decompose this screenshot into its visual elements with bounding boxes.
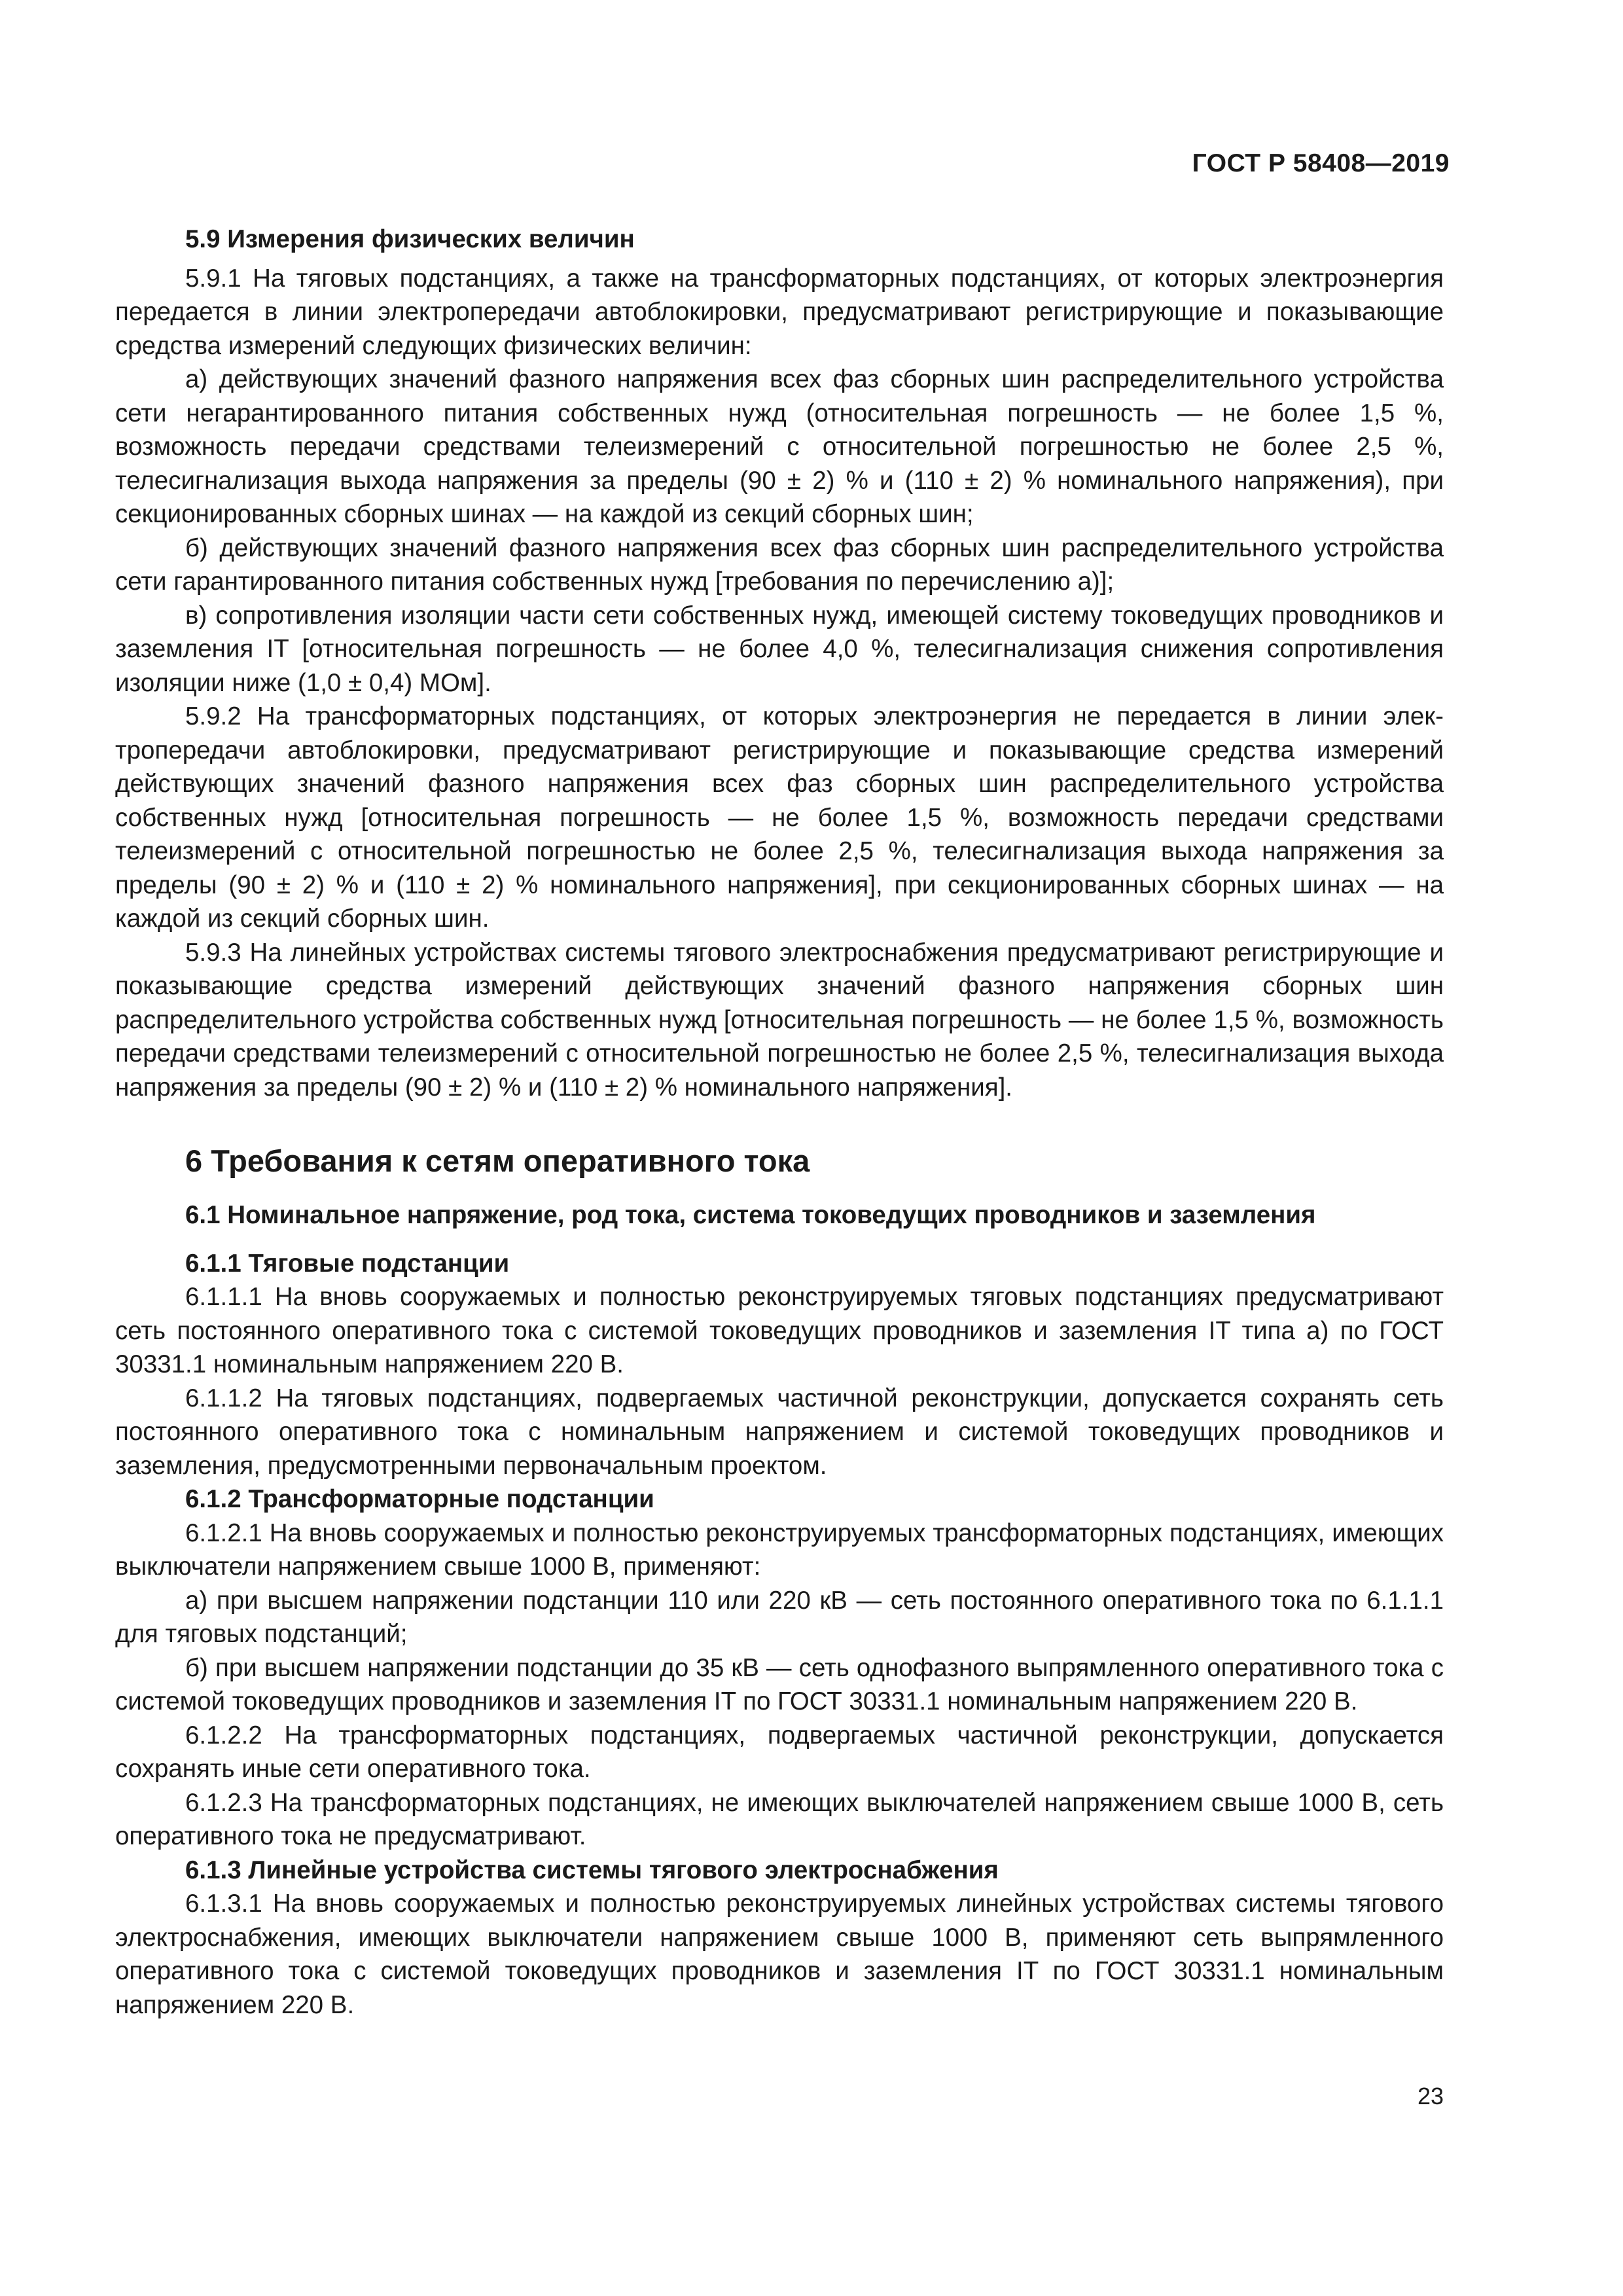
page-number: 23 xyxy=(1417,2083,1444,2109)
paragraph-6-1-1-2: 6.1.1.2 На тяговых подстанциях, подвергаемых частичной реконструкции, допускается сохранять сеть постоянного оперативного тока с номинальным напряжением и системой токоведущих проводников и заземления, предусмотренными первоначальным проектом. xyxy=(115,1384,1444,1480)
page-content xyxy=(115,223,1444,2022)
section-6-heading: 6 Требования к сетям оперативного тока xyxy=(185,1143,810,1178)
paragraph-5-9-1: 5.9.1 На тяговых подстанциях, а также на трансформаторных подстанциях, от которых электроэнергия передается в линии электропередачи автоблокировки, предусматривают регистрирующие и показывающие средства измерений следующих физических величин: xyxy=(115,264,1444,360)
standard-code: ГОСТ Р 58408—2019 xyxy=(1192,149,1450,177)
section-6-1-3-heading: 6.1.3 Линейные устройства системы тягового электроснабжения xyxy=(185,1856,999,1884)
section-5-9-heading: 5.9 Измерения физических величин xyxy=(185,225,635,253)
section-6-1-1-heading: 6.1.1 Тяговые подстанции xyxy=(185,1249,510,1278)
section-6-1-2-heading: 6.1.2 Трансформаторные подстанции xyxy=(185,1485,654,1513)
paragraph-5-9-3: 5.9.3 На линейных устройствах системы тягового электроснабжения предусматривают регистрирующие и показывающие средства измерений действующих значений фазного напряжения сборных шин распределительного устройства собственных нужд [относительная погрешность — не более 1,5 %, возможность передачи средствами телеизмерений с относительной погрешностью не более 2,5 %, телесигнализация выхода напряжения за пределы (90 ± 2) % и (110 ± 2) % номинального напряжения]. xyxy=(115,938,1444,1102)
paragraph-6-1-2-2: 6.1.2.2 На трансформаторных подстанциях, подвергаемых частичной реконструкции, допускается сохранять иные сети оперативного тока. xyxy=(115,1721,1444,1783)
paragraph-6-1-2-1: 6.1.2.1 На вновь сооружаемых и полностью реконструируемых трансформаторных подстанциях, имеющих выключатели напряжением свыше 1000 В, применяют: xyxy=(115,1518,1444,1581)
list-item-v: в) сопротивления изоляции части сети собственных нужд, имеющей систему токоведущих проводников и заземления IT [относительная погрешность — не более 4,0 %, телесигнализация снижения сопротивления изоляции ниже (1,0 ± 0,4) МОм]. xyxy=(115,601,1444,697)
paragraph-6-1-3-1: 6.1.3.1 На вновь сооружаемых и полностью реконструируемых линейных устройствах системы тягового электроснабжения, имеющих выключатели напряжением свыше 1000 В, применяют сеть выпрямленного оперативного тока с системой токоведущих проводников и заземления IT по ГОСТ 30331.1 номинальным напряжением 220 В. xyxy=(115,1890,1444,2019)
list-item-a: а) действующих значений фазного напряжения всех фаз сборных шин распределительного устройства сети негарантированного питания собственных нужд (относительная погрешность — не более 1,5 %, возможность передачи средствами телеизмерений с относительной погрешностью не более 2,5 %, телесигнализация выхода напряжения за пределы (90 ± 2) % и (110 ± 2) % номинального напряжения), при секционированных сборных шинах — на каждой из секций сборных шин; xyxy=(115,365,1444,528)
paragraph-6-1-1-1: 6.1.1.1 На вновь сооружаемых и полностью реконструируемых тяговых подстанциях предусматривают сеть постоянного оперативного тока с системой токоведущих проводников и заземления IT типа а) по ГОСТ 30331.1 номинальным напряжением 220 В. xyxy=(115,1283,1444,1378)
section-6-1-heading: 6.1 Номинальное напряжение, род тока, система токоведущих проводников и заземления xyxy=(185,1201,1316,1229)
paragraph-5-9-2: 5.9.2 На трансформаторных подстанциях, от которых электроэнергия не передается в линии электропередачи автоблокировки, предусматривают регистрирующие и показывающие средства измерений действующих значений фазного напряжения всех фаз сборных шин распределительного устройства собственных нужд [относительная погрешность — не более 1,5 %, возможность передачи средствами телеизмерений с относительной погрешностью не более 2,5 %, телесигнализация выхода напряжения за пределы (90 ± 2) % и (110 ± 2) % номинального напряжения], при секционированных сборных шинах — на каждой из секций сборных шин. xyxy=(115,702,1444,933)
list-item-a-6: а) при высшем напряжении подстанции 110 или 220 кВ — сеть постоянного оперативного тока по 6.1.1.1 для тяговых подстанций; xyxy=(115,1586,1444,1648)
list-item-b-6: б) при высшем напряжении подстанции до 35 кВ — сеть однофазного выпрямленного оперативного тока с системой токоведущих проводников и заземления IT по ГОСТ 30331.1 номинальным напряжением 220 В. xyxy=(115,1653,1444,1715)
list-item-b: б) действующих значений фазного напряжения всех фаз сборных шин распределительного устройства сети гарантированного питания собственных нужд [требования по перечислению а)]; xyxy=(115,533,1444,596)
paragraph-6-1-2-3: 6.1.2.3 На трансформаторных подстанциях, не имеющих выключателей напряжением свыше 1000 В, сеть оперативного тока не предусматривают. xyxy=(115,1788,1444,1850)
